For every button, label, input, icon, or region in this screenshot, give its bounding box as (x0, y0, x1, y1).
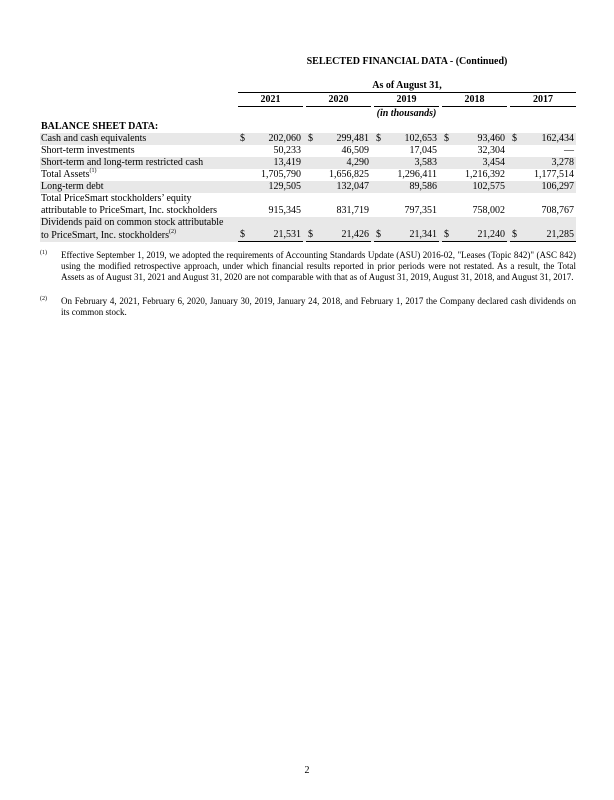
cell-value: 1,656,825 (329, 169, 369, 180)
cell-value: 32,304 (477, 145, 505, 156)
currency-symbol: $ (374, 229, 387, 242)
footnote-2 (40, 296, 576, 318)
row-label: Total PriceSmart stockholders’ equity (41, 193, 192, 204)
cell-value: 202,060 (251, 133, 303, 145)
cell-value: 1,216,392 (465, 169, 505, 180)
balance-sheet-table (40, 93, 576, 242)
cell-value: 21,240 (455, 229, 507, 242)
cell-value: 132,047 (319, 181, 371, 193)
cell-value: 708,767 (541, 205, 574, 216)
page-title: SELECTED FINANCIAL DATA - (Continued) (306, 56, 508, 67)
cell-value: 13,419 (251, 157, 303, 169)
cell-value: 21,531 (251, 229, 303, 242)
currency-symbol: $ (306, 229, 319, 242)
cell-value: 102,653 (387, 133, 439, 145)
cell-value: 50,233 (273, 145, 301, 156)
year-header: 2017 (510, 93, 576, 107)
cell-value: 1,296,411 (397, 169, 437, 180)
footnote-ref: (1) (89, 168, 97, 174)
cell-value: 21,341 (387, 229, 439, 242)
cell-value: 21,285 (523, 229, 576, 242)
footnote-text: Effective September 1, 2019, we adopted the requirements of Accounting Standards Update (ASU) 2016-02, "Leases (Topic 842)" (ASC 842) using the modified retrospective approach, under which financial results reported in prior periods were not restated. As a result, the Total Assets as of August 31, 2021 and August 31, 2020 are not comparable with that as of August 31, 2019, August 31, 2018, and August 31, 2017. (61, 250, 576, 282)
row-label: Short-term and long-term restricted cash (40, 157, 238, 169)
table-row-short-term-investments (40, 145, 576, 157)
currency-symbol: $ (510, 133, 523, 145)
cell-value: 106,297 (523, 181, 576, 193)
as-of-header: As of August 31, (372, 80, 442, 91)
cell-value: 21,426 (319, 229, 371, 242)
year-header: 2020 (306, 93, 371, 107)
row-label: Dividends paid on common stock attributable (40, 217, 576, 229)
section-heading: BALANCE SHEET DATA: (41, 121, 159, 132)
cell-value: 89,586 (387, 181, 439, 193)
cell-value: 915,345 (268, 205, 301, 216)
cell-value: 1,177,514 (534, 169, 574, 180)
currency-symbol: $ (442, 133, 455, 145)
currency-symbol: $ (374, 133, 387, 145)
cell-value: 162,434 (523, 133, 576, 145)
cell-value: 93,460 (455, 133, 507, 145)
cell-value: 4,290 (319, 157, 371, 169)
cell-value: — (564, 145, 574, 156)
cell-value: 129,505 (251, 181, 303, 193)
row-label: Total Assets$^{(1)}$ (41, 168, 97, 180)
table-row-restricted-cash (40, 157, 576, 169)
currency-symbol: $ (442, 229, 455, 242)
cell-value: 758,002 (472, 205, 505, 216)
currency-symbol: $ (306, 133, 319, 145)
year-header: 2021 (238, 93, 303, 107)
table-row-cash (40, 133, 576, 145)
table-row-dividends (40, 229, 576, 242)
cell-value: 1,705,790 (261, 169, 301, 180)
cell-value: 831,719 (336, 205, 369, 216)
table-row-dividends-line1 (40, 217, 576, 229)
units-label: (in thousands) (376, 108, 437, 119)
section-heading-row (40, 120, 576, 133)
table-row-long-term-debt (40, 181, 576, 193)
table-row-total-assets (40, 169, 576, 181)
row-label: Long-term debt (40, 181, 238, 193)
units-row (40, 107, 576, 121)
cell-value: 3,454 (455, 157, 507, 169)
footnote-marker: (1) (40, 250, 47, 256)
currency-symbol: $ (510, 229, 523, 242)
footnote-marker: (2) (40, 296, 47, 302)
row-label: Cash and cash equivalents (40, 133, 238, 145)
page-number: 2 (304, 765, 310, 776)
cell-value: 3,278 (523, 157, 576, 169)
cell-value: 797,351 (404, 205, 437, 216)
year-header: 2018 (442, 93, 507, 107)
cell-value: 299,481 (319, 133, 371, 145)
row-label: Short-term investments (41, 145, 135, 156)
currency-symbol: $ (238, 133, 251, 145)
cell-value: 102,575 (455, 181, 507, 193)
footnote-1 (40, 250, 576, 283)
footnote-ref: (2) (169, 228, 177, 235)
year-header-row (40, 93, 576, 107)
table-row-equity (40, 205, 576, 217)
cell-value: 3,583 (387, 157, 439, 169)
year-header: 2019 (374, 93, 439, 107)
currency-symbol: $ (238, 229, 251, 242)
row-label: attributable to PriceSmart, Inc. stockholders (41, 205, 218, 216)
cell-value: 46,509 (341, 145, 369, 156)
row-label: to PriceSmart, Inc. stockholders$^{(2)}$ (40, 229, 238, 242)
cell-value: 17,045 (409, 145, 437, 156)
footnote-text: On February 4, 2021, February 6, 2020, January 30, 2019, January 24, 2018, and February 1, 2017 the Company declared cash dividends on its common stock. (61, 296, 576, 317)
table-row-equity-line1 (40, 193, 576, 205)
